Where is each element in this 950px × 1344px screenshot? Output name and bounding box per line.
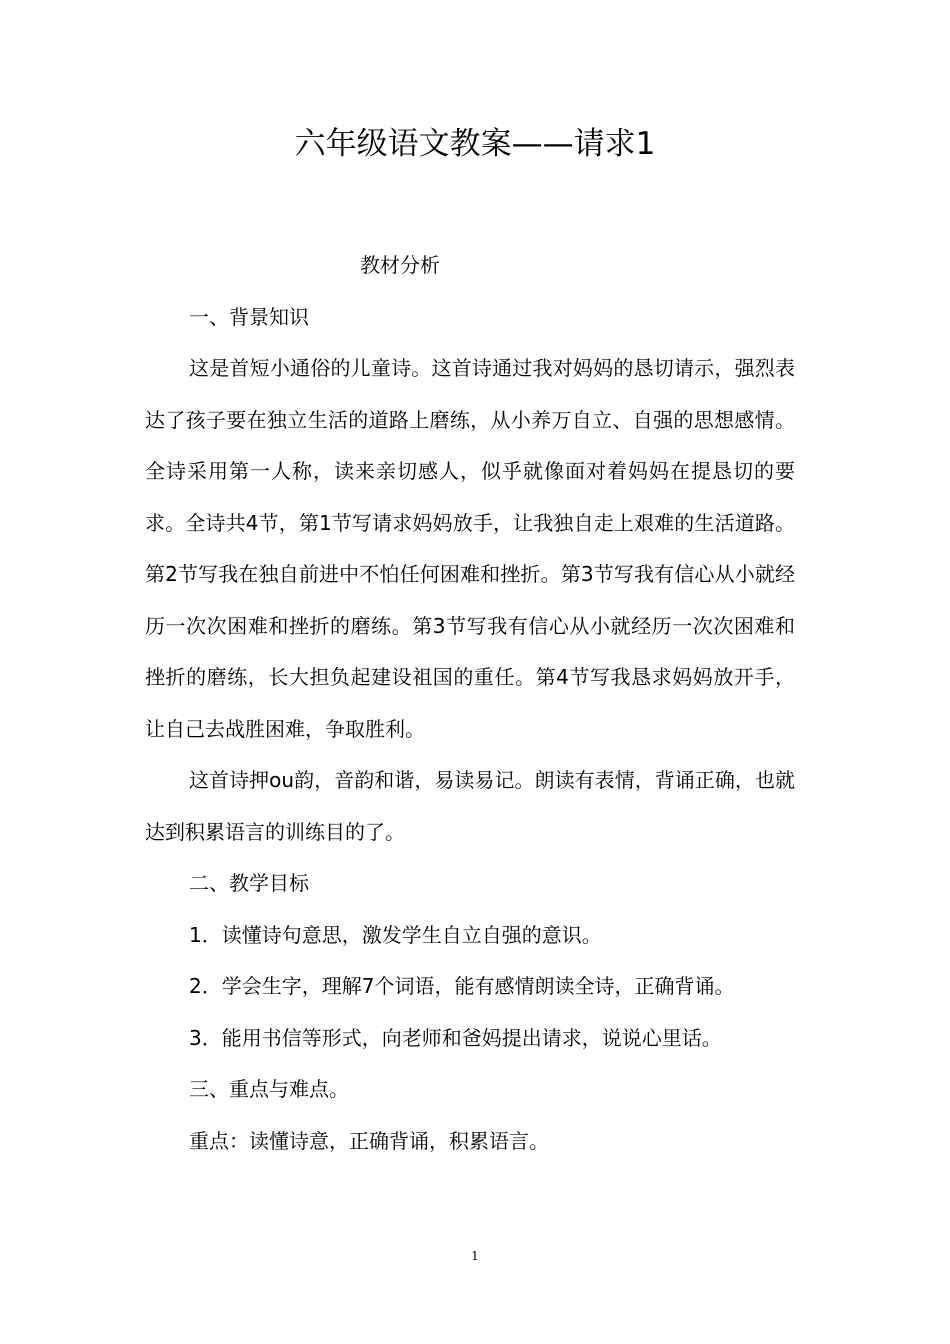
key-point-text: 重点：读懂诗意，正确背诵，积累语言。	[189, 1128, 549, 1153]
goal-item-2: 2．学会生字，理解7个词语，能有感情朗读全诗，正确背诵。	[189, 974, 735, 998]
heading-background-knowledge: 一、背景知识	[189, 304, 309, 329]
goal-item-3: 3．能用书信等形式，向老师和爸妈提出请求，说说心里话。	[189, 1025, 722, 1050]
goal-item-1: 1．读懂诗句意思，激发学生自立自强的意识。	[189, 922, 602, 947]
section-heading: 教材分析	[360, 253, 440, 277]
document-body	[145, 240, 795, 1167]
page-number: 1	[471, 1249, 479, 1263]
heading-key-points: 三、重点与难点。	[189, 1077, 349, 1101]
paragraph-poem-analysis: 这是首短小通俗的儿童诗。这首诗通过我对妈妈的恳切请示，强烈表达了孩子要在独立生活的道路上磨练，从小养万自立、自强的思想感情。全诗采用第一人称，读来亲切感人，似乎就像面对着妈妈在提恳切的要求。全诗共4节，第1节写请求妈妈放手，让我独自走上艰难的生活道路。第2节写我在独自前进中不怕任何困难和挫折。第3节写我有信心从小就经历一次次困难和挫折的磨练。第3节写我有信心从小就经历一次次困难和挫折的磨练，长大担负起建设祖国的重任。第4节写我恳求妈妈放开手，让自己去战胜困难，争取胜利。	[145, 356, 795, 741]
paragraph-rhyme: 这首诗押ou韵，音韵和谐，易读易记。朗读有表情，背诵正确，也就达到积累语言的训练目的了。	[145, 768, 795, 844]
document-title: 六年级语文教案——请求1	[294, 126, 656, 162]
heading-teaching-goals: 二、教学目标	[189, 871, 309, 895]
